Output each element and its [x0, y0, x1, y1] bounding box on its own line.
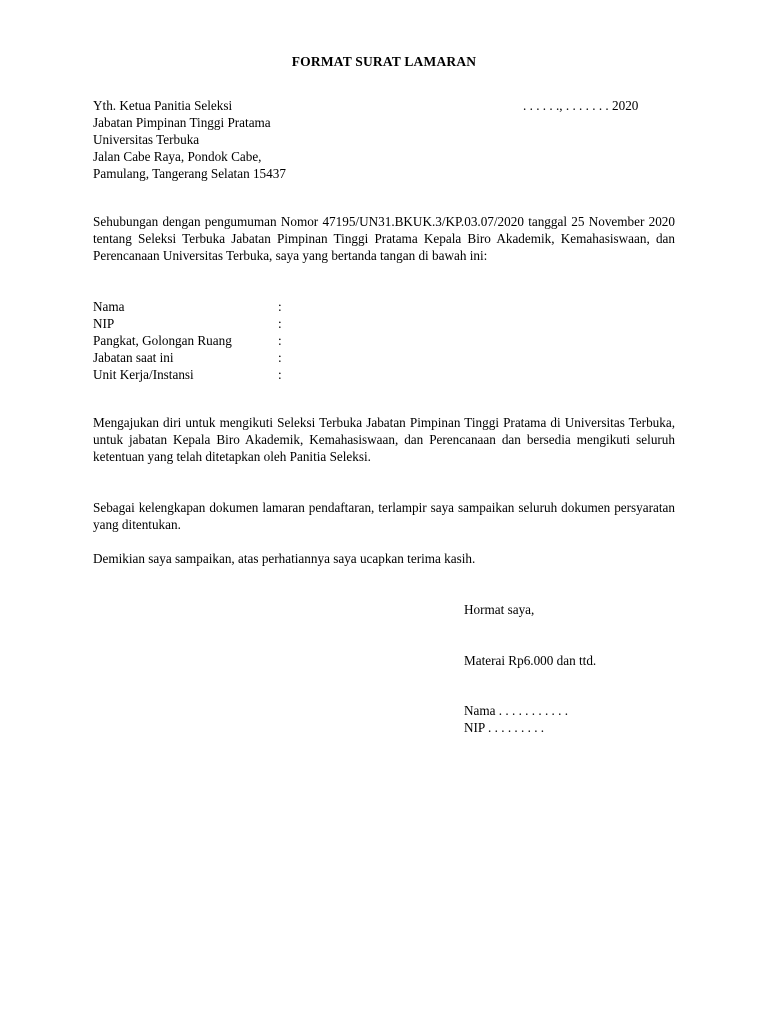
intro-paragraph: Sehubungan dengan pengumuman Nomor 47195/UN31.BKUK.3/KP.03.07/2020 tanggal 25 November 2020 tentang Seleksi Terbuka Jabatan Pimpinan Tinggi Pratama Kepala Biro Akademik, Kemahasiswaan, dan Perencanaan Universitas Terbuka, saya yang bertanda tangan di bawah ini: [93, 214, 675, 263]
field-row-unit-kerja [93, 366, 393, 383]
field-colon: : [278, 333, 282, 348]
recipient-line: Jalan Cabe Raya, Pondok Cabe, [93, 149, 262, 164]
recipient-line: Pamulang, Tangerang Selatan 15437 [93, 166, 286, 181]
field-row-nip [93, 315, 393, 332]
application-paragraph: Mengajukan diri untuk mengikuti Seleksi Terbuka Jabatan Pimpinan Tinggi Pratama di Universitas Terbuka, untuk jabatan Kepala Biro Akademik, Kemahasiswaan, dan Perencanaan dan bersedia mengikuti seluruh ketentuan yang telah ditetapkan oleh Panitia Seleksi. [93, 415, 675, 464]
attachment-paragraph: Sebagai kelengkapan dokumen lamaran pendaftaran, terlampir saya sampaikan seluruh dokumen persyaratan yang ditentukan. [93, 500, 675, 532]
field-row-nama [93, 298, 393, 315]
field-row-jabatan [93, 349, 393, 366]
field-colon: : [278, 316, 282, 331]
field-row-pangkat [93, 332, 393, 349]
stamp-signature-note: Materai Rp6.000 dan ttd. [464, 653, 597, 668]
field-label: Jabatan saat ini [93, 350, 174, 365]
field-label: NIP [93, 316, 115, 331]
recipient-line: Universitas Terbuka [93, 132, 200, 147]
recipient-line: Jabatan Pimpinan Tinggi Pratama [93, 115, 271, 130]
field-label: Nama [93, 299, 125, 314]
closing-paragraph: Demikian saya sampaikan, atas perhatiannya saya ucapkan terima kasih. [93, 551, 476, 566]
field-label: Unit Kerja/Instansi [93, 367, 194, 382]
field-colon: : [278, 367, 282, 382]
field-label: Pangkat, Golongan Ruang [93, 333, 232, 348]
signer-name: Nama . . . . . . . . . . . [464, 703, 569, 718]
recipient-address [93, 97, 513, 182]
applicant-fields [93, 298, 393, 383]
recipient-line: Yth. Ketua Panitia Seleksi [93, 98, 233, 113]
field-colon: : [278, 350, 282, 365]
letter-date: . . . . . ., . . . . . . . 2020 [523, 98, 639, 113]
document-title: FORMAT SURAT LAMARAN [291, 54, 477, 69]
closing-salutation: Hormat saya, [464, 602, 535, 617]
signer-nip: NIP . . . . . . . . . [464, 720, 545, 735]
field-colon: : [278, 299, 282, 314]
